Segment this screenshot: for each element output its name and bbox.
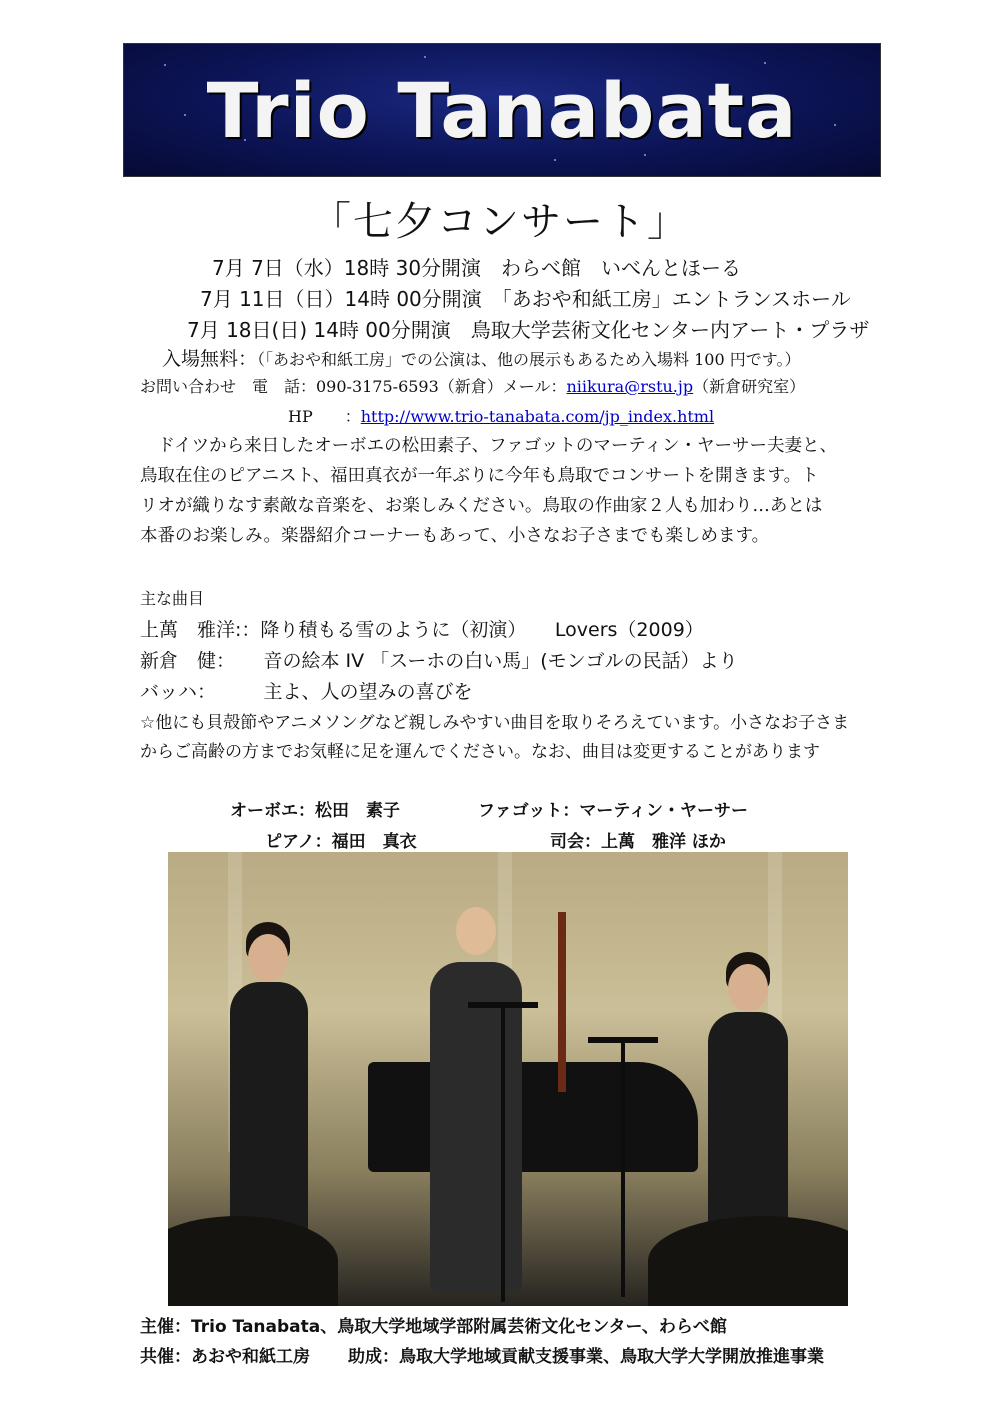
banner-title: Trio Tanabata (206, 66, 798, 155)
piano (368, 1062, 698, 1172)
admission-line (162, 344, 800, 371)
concert-photo (168, 852, 848, 1306)
bassoonist-figure (430, 962, 522, 1292)
footer-support: 助成：鳥取大学地域貢献支援事業、鳥取大学大学開放推進事業 (348, 1347, 824, 1367)
schedule-line-3: 7月 18日(日) 14時 00分開演 鳥取大学芸術文化センター内アート・プラザ (187, 318, 870, 342)
header-banner (123, 43, 881, 177)
footer-organizer: 主催：Trio Tanabata、鳥取大学地域学部附属芸術文化センター、わらべ館 (140, 1317, 727, 1337)
performer-oboe: オーボエ：松田 素子 (230, 801, 400, 821)
program-item-3: バッハ： 主よ、人の望みの喜びを (140, 681, 473, 703)
bassoon (558, 912, 566, 1092)
homepage-label: HP ： (288, 407, 361, 426)
program-heading: 主な曲目 (140, 589, 205, 608)
schedule-line-2: 7月 11日（日）14時 00分開演 「あおや和紙工房」エントランスホール (200, 287, 851, 311)
program-note-1: ☆他にも貝殻節やアニメソングなど親しみやすい曲目を取りそろえています。小さなお子さま (140, 713, 850, 733)
description-line-4: 本番のお楽しみ。楽器紹介コーナーもあって、小さなお子さまでも楽しめます。 (140, 526, 770, 546)
admission-label: 入場無料： (162, 348, 258, 370)
program-note-2: からご高齢の方までお気軽に足を運んでください。なお、曲目は変更することがあります (140, 742, 820, 762)
footer-cohost: 共催：あおや和紙工房 (140, 1347, 310, 1367)
homepage-line (288, 404, 714, 427)
program-item-2: 新倉 健： 音の絵本 IV 「スーホの白い馬」(モンゴルの民話）より (140, 650, 738, 672)
contact-suffix: （新倉研究室） (693, 377, 806, 396)
description-line-3: リオが織りなす素敵な音楽を、お楽しみください。鳥取の作曲家２人も加わり…あとは (140, 496, 823, 516)
schedule-line-1: 7月 7日（水）18時 30分開演 わらべ館 いべんとほーる (212, 256, 742, 280)
performer-piano: ピアノ：福田 真衣 (265, 832, 417, 852)
page-title: 「七夕コンサート」 (311, 199, 689, 245)
performer-fagott: ファゴット：マーティン・ヤーサー (478, 801, 748, 821)
admission-note: （「あおや和紙工房」での公演は、他の展示もあるため入場料 100 円です。） (257, 350, 801, 369)
description-line-2: 鳥取在住のピアニスト、福田真衣が一年ぶりに今年も鳥取でコンサートを開きます。ト (140, 466, 819, 486)
homepage-link[interactable]: http://www.trio-tanabata.com/jp_index.html (360, 407, 715, 426)
program-item-1: 上萬 雅洋:：降り積もる雪のように（初演） Lovers（2009） (140, 619, 704, 641)
description-line-1: ドイツから来日したオーボエの松田素子、ファゴットのマーティン・ヤーサー夫妻と、 (140, 436, 838, 456)
contact-line (140, 374, 805, 397)
email-link[interactable]: niikura@rstu.jp (566, 377, 694, 396)
contact-prefix: お問い合わせ 電 話：090-3175-6593（新倉）メール： (140, 377, 567, 396)
performer-mc: 司会：上萬 雅洋 ほか (550, 832, 726, 852)
